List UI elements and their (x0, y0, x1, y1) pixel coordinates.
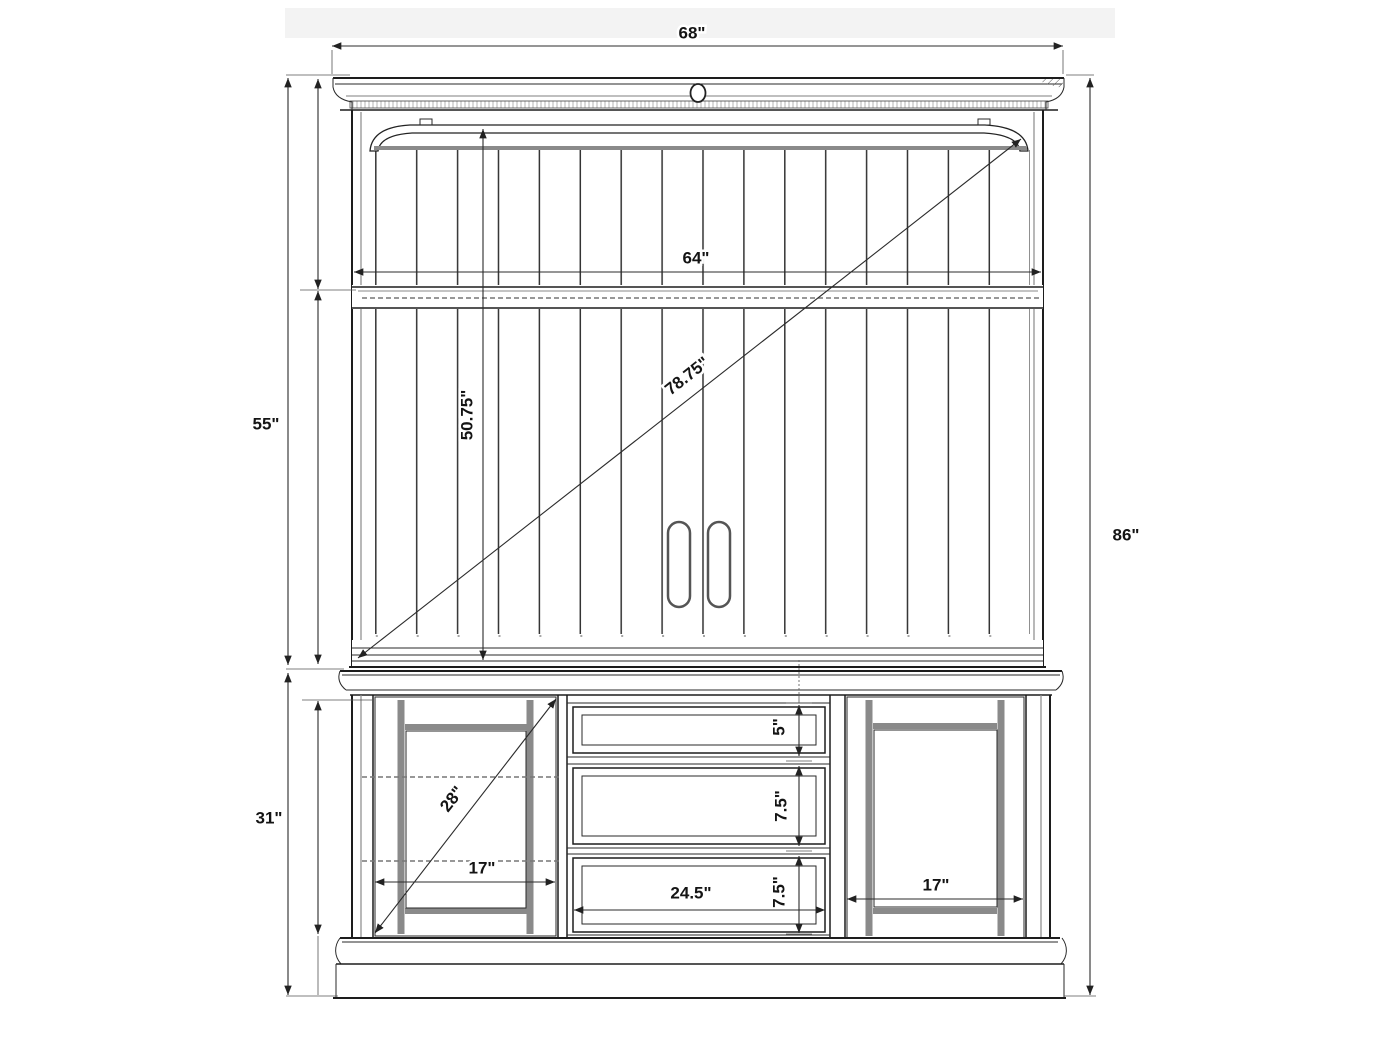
dim-overall-width-label: 68" (678, 23, 706, 43)
dim-upper-height-label: 55" (252, 414, 280, 434)
dim-drawer-width-label: 24.5" (670, 883, 712, 903)
dim-top-drawer-height-label: 5" (769, 718, 789, 736)
dim-lower-height-label: 31" (255, 808, 283, 828)
dim-left-opening-width-label: 17" (468, 858, 496, 878)
dim-interior-width-label: 64" (682, 248, 710, 268)
base-top-molding (339, 670, 1063, 695)
door-handle-left (668, 522, 690, 607)
arched-valance (370, 119, 1028, 151)
hutch-crown-molding (333, 78, 1064, 110)
base-lower-section (333, 670, 1066, 998)
dim-opening-height-label: 50.75" (457, 389, 477, 441)
plinth-base (333, 938, 1066, 998)
dim-bottom-drawer-height-label: 7.5" (769, 876, 789, 908)
right-cabinet-door (847, 697, 1024, 938)
shelf-band (352, 285, 1043, 309)
crown-ornament (691, 84, 706, 102)
door-handle-right (708, 522, 730, 607)
dim-middle-drawer-height-label: 7.5" (771, 790, 791, 822)
hutch-bottom-rail (349, 640, 1046, 668)
dim-left-door-diagonal-label: 28" (436, 782, 468, 816)
dim-drawer-heights (770, 692, 800, 933)
dim-overall-height-label: 86" (1112, 525, 1140, 545)
dim-upper-diagonal-label: 78.75" (661, 352, 713, 400)
dim-right-opening-width-label: 17" (922, 875, 950, 895)
